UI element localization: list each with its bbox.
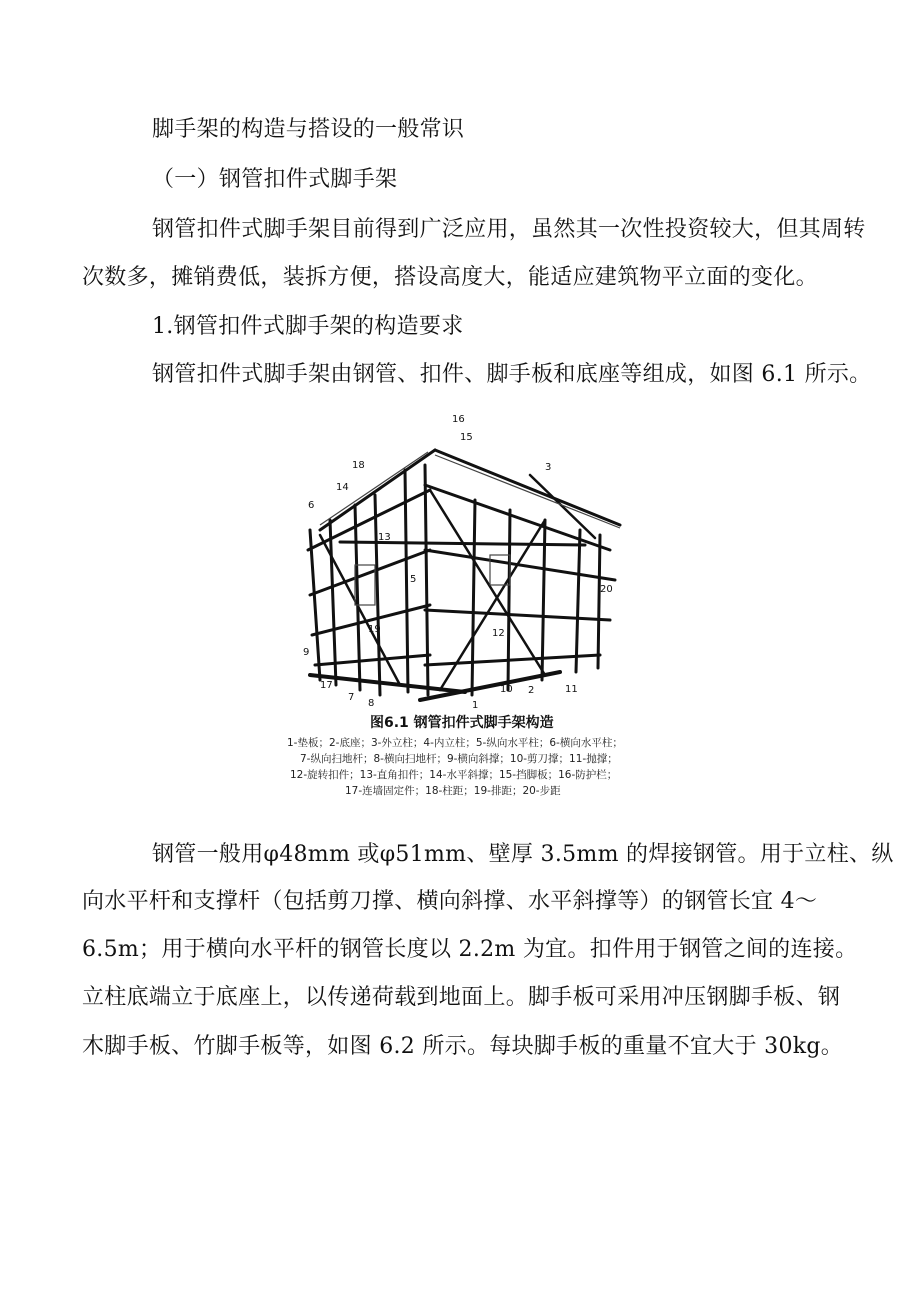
label-15: 15 <box>460 432 473 443</box>
post <box>310 530 320 680</box>
post <box>425 465 428 695</box>
label-2: 2 <box>528 685 535 696</box>
label-16: 16 <box>452 414 465 425</box>
post <box>508 510 510 690</box>
paragraph-2-line-5: 木脚手板、竹脚手板等，如图 6.2 所示。每块脚手板的重量不宜大于 30kg。 <box>82 1034 844 1059</box>
label-3: 3 <box>545 462 552 473</box>
label-12: 12 <box>492 628 505 639</box>
label-6: 6 <box>308 500 315 511</box>
paragraph-2-line-1: 钢管一般用φ48mm 或φ51mm、壁厚 3.5mm 的焊接钢管。用于立柱、纵 <box>152 842 894 867</box>
label-9: 9 <box>303 647 310 658</box>
label-7: 7 <box>348 692 355 703</box>
label-20: 20 <box>600 584 613 595</box>
figure-caption-title: 图6.1 钢管扣件式脚手架构造 <box>370 715 554 731</box>
label-10: 10 <box>500 684 513 695</box>
label-19: 19 <box>368 624 381 635</box>
figure-legend-line-4: 17-连墙固定件；18-柱距；19-排距；20-步距 <box>345 785 561 797</box>
subheading-construction: 1.钢管扣件式脚手架的构造要求 <box>152 314 464 339</box>
label-17: 17 <box>320 680 333 691</box>
paragraph-2-line-3: 6.5m；用于横向水平杆的钢管长度以 2.2m 为宜。扣件用于钢管之间的连接。 <box>82 937 858 962</box>
paragraph-2-line-4: 立柱底端立于底座上，以传递荷载到地面上。脚手板可采用冲压钢脚手板、钢 <box>82 985 841 1010</box>
post <box>598 535 600 668</box>
post <box>576 530 580 672</box>
label-14: 14 <box>336 482 349 493</box>
label-11: 11 <box>565 684 578 695</box>
heading-section-one: （一）钢管扣件式脚手架 <box>152 167 398 192</box>
paragraph-components: 钢管扣件式脚手架由钢管、扣件、脚手板和底座等组成，如图 6.1 所示。 <box>152 362 872 387</box>
label-13: 13 <box>378 532 391 543</box>
paragraph-1-line-2: 次数多，摊销费低，装拆方便，搭设高度大，能适应建筑物平立面的变化。 <box>82 265 818 290</box>
paragraph-1-line-1: 钢管扣件式脚手架目前得到广泛应用，虽然其一次性投资较大，但其周转 <box>152 217 866 242</box>
post <box>472 500 475 695</box>
scaffold-drawing <box>300 410 635 710</box>
label-1: 1 <box>472 700 479 710</box>
heading-general: 脚手架的构造与搭设的一般常识 <box>152 117 465 142</box>
label-18: 18 <box>352 460 365 471</box>
paragraph-2-line-2: 向水平杆和支撑杆（包括剪刀撑、横向斜撑、水平斜撑等）的钢管长宜 4～ <box>82 889 818 914</box>
figure-legend-line-2: 7-纵向扫地杆；8-横向扫地杆；9-横向斜撑；10-剪刀撑；11-抛撑； <box>300 753 618 765</box>
figure-legend-line-1: 1-垫板；2-底座；3-外立柱；4-内立柱；5-纵向水平柱；6-横向水平柱； <box>287 737 623 749</box>
post <box>330 520 336 685</box>
label-8: 8 <box>368 698 375 709</box>
figure-legend-line-3: 12-旋转扣件；13-直角扣件；14-水平斜撑；15-挡脚板；16-防护栏； <box>290 769 618 781</box>
label-5: 5 <box>410 574 417 585</box>
post <box>375 495 380 695</box>
